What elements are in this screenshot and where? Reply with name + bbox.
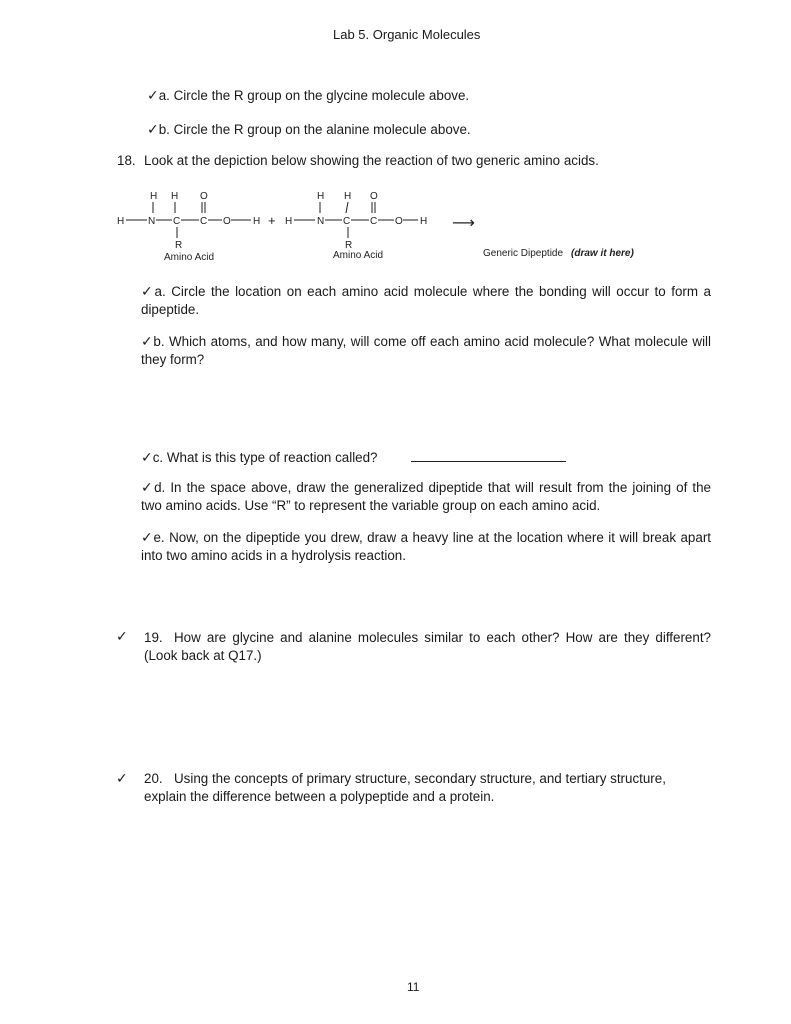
q18-number: 18.	[117, 153, 136, 168]
atom-o: O	[370, 191, 378, 202]
check-mark-icon: ✓	[147, 87, 159, 103]
reaction-svg	[112, 182, 672, 267]
reaction-diagram	[112, 182, 672, 267]
check-mark-icon: ✓	[141, 283, 155, 299]
atom-h: H	[317, 191, 325, 202]
q17b-text: b. Circle the R group on the alanine molecule above.	[158, 122, 471, 137]
atom-h: H	[117, 216, 125, 227]
q20-text: Using the concepts of primary structure, secondary structure, and tertiary structure, explain the difference between a polypeptide and a protein.	[144, 771, 666, 804]
atom-c: C	[370, 216, 378, 227]
q18a-text: a. Circle the location on each amino acid molecule where the bonding will occur to form a dipeptide.	[141, 284, 711, 317]
atom-r: R	[175, 240, 183, 251]
bond-line	[346, 202, 348, 213]
check-mark-icon: ✓	[116, 628, 128, 644]
atom-n: N	[317, 216, 325, 227]
amino-acid-label: Amino Acid	[333, 250, 384, 261]
q18b-item	[141, 332, 711, 369]
atom-o: O	[223, 216, 231, 227]
page-title: Lab 5. Organic Molecules	[333, 27, 481, 42]
atom-c: C	[200, 216, 208, 227]
answer-blank[interactable]	[411, 461, 566, 462]
plus-sign: +	[268, 213, 276, 228]
q17a-item	[147, 86, 469, 105]
atom-h: H	[285, 216, 293, 227]
atom-r: R	[345, 240, 353, 251]
atom-c: C	[343, 216, 351, 227]
page-number: 11	[407, 980, 420, 994]
atom-h: H	[420, 216, 428, 227]
dipeptide-note: (draw it here)	[571, 248, 634, 259]
q18b-text: b. Which atoms, and how many, will come off each amino acid molecule? What molecule will they form?	[141, 334, 711, 367]
atom-n: N	[148, 216, 156, 227]
q19-text: How are glycine and alanine molecules similar to each other? How are they different? (Look back at Q17.)	[144, 630, 711, 663]
arrow-icon: ⟶	[452, 215, 475, 232]
atom-h: H	[344, 191, 352, 202]
q18c-item	[141, 448, 378, 467]
q20-number: 20.	[144, 771, 163, 786]
check-mark-icon: ✓	[141, 449, 153, 465]
atom-c: C	[173, 216, 181, 227]
q18-prompt: Look at the depiction below showing the reaction of two generic amino acids.	[144, 153, 599, 168]
q18e-text: e. Now, on the dipeptide you drew, draw a heavy line at the location where it will break apart into two amino acids in a hydrolysis reaction.	[141, 530, 712, 563]
q18a-item	[141, 282, 711, 319]
check-mark-icon: ✓	[141, 333, 154, 349]
q17a-text: a. Circle the R group on the glycine molecule above.	[158, 88, 470, 103]
check-mark-icon: ✓	[116, 770, 128, 786]
q18c-text: c. What is this type of reaction called?	[152, 450, 378, 465]
atom-o: O	[200, 191, 208, 202]
check-mark-icon: ✓	[141, 479, 155, 495]
check-mark-icon: ✓	[147, 121, 159, 137]
q19-number: 19.	[144, 630, 163, 645]
atom-h: H	[253, 216, 261, 227]
check-mark-icon: ✓	[141, 529, 154, 545]
q18e-item	[141, 528, 711, 565]
q18d-text: d. In the space above, draw the generalized dipeptide that will result from the joining of the two amino acids. Use “R” to represent the variable group on each amino acid.	[141, 480, 711, 513]
dipeptide-label: Generic Dipeptide	[483, 248, 564, 259]
q17b-item	[147, 120, 471, 139]
atom-o: O	[395, 216, 403, 227]
amino-acid-label: Amino Acid	[164, 252, 215, 263]
q18d-item	[141, 478, 711, 515]
atom-h: H	[150, 191, 158, 202]
atom-h: H	[171, 191, 179, 202]
